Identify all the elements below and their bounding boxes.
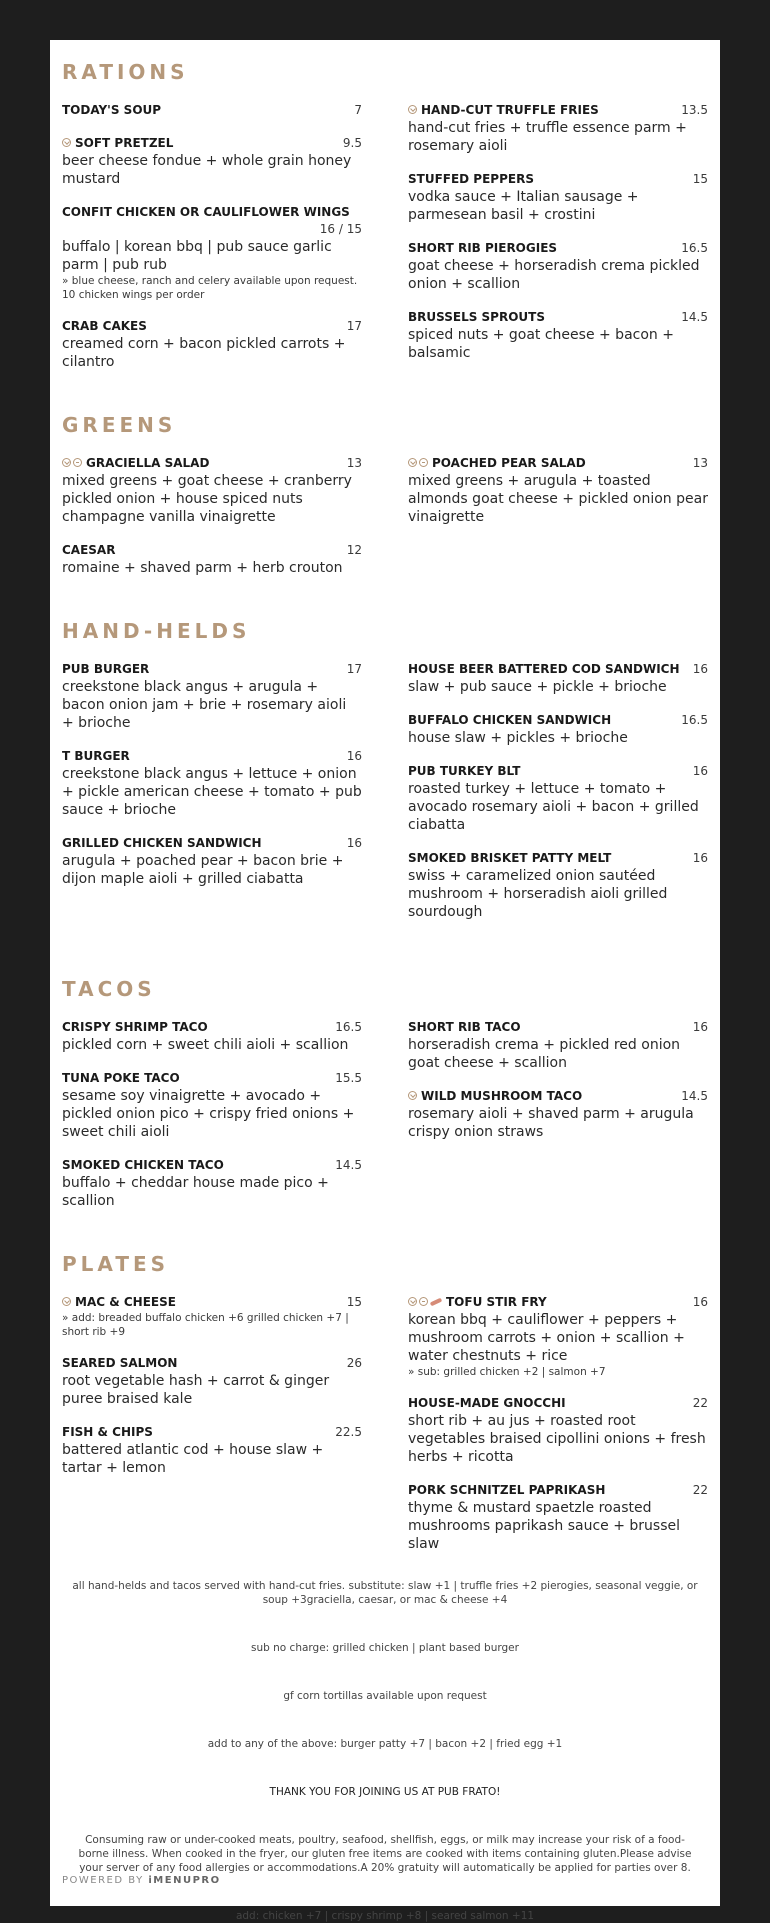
menu-item-description: beer cheese fondue + whole grain honey mustard xyxy=(62,153,352,187)
menu-item-name-text: CONFIT CHICKEN OR CAULIFLOWER WINGS xyxy=(62,205,350,219)
menu-item-name xyxy=(62,102,161,119)
menu-item-description: short rib + au jus + roasted root vegetables braised cipollini onions + fresh herbs + ricotta xyxy=(408,1413,706,1465)
menu-item xyxy=(408,102,708,155)
dietary-icons xyxy=(62,1294,73,1311)
menu-item xyxy=(62,748,362,819)
section-title: HAND-HELDS xyxy=(62,619,251,643)
menu-item-name-text: TOFU STIR FRY xyxy=(446,1295,547,1309)
menu-item-name xyxy=(62,1070,180,1087)
menu-item-price: 14.5 xyxy=(681,1089,708,1103)
menu-item xyxy=(62,1355,362,1408)
section-title: TACOS xyxy=(62,977,156,1001)
menu-item-header xyxy=(408,1395,708,1412)
menu-item-description: root vegetable hash + carrot & ginger puree braised kale xyxy=(62,1373,330,1407)
menu-item xyxy=(62,455,362,526)
column-right xyxy=(408,1294,708,1569)
column-left xyxy=(62,1019,362,1226)
menu-item xyxy=(408,309,708,362)
menu-item-description: mixed greens + goat cheese + cranberry pickled onion + house spiced nuts champagne vanilla vinaigrette xyxy=(62,473,352,525)
menu-item-price: 16 xyxy=(692,1020,708,1034)
menu-item-description: arugula + poached pear + bacon brie + dijon maple aioli + grilled ciabatta xyxy=(62,853,344,887)
column-left xyxy=(62,1294,362,1569)
powered-by xyxy=(62,1875,221,1886)
menu-item xyxy=(62,318,362,371)
menu-item-name-text: SMOKED CHICKEN TACO xyxy=(62,1158,224,1172)
menu-item-header xyxy=(408,712,708,729)
menu-item xyxy=(62,542,362,577)
menu-item-name-text: HAND-CUT TRUFFLE FRIES xyxy=(421,103,599,117)
menu-item-name xyxy=(408,1088,582,1105)
menu-item-header xyxy=(62,135,362,152)
menu-item-description: romaine + shaved parm + herb crouton xyxy=(62,560,343,576)
menu-item-header xyxy=(62,455,362,472)
menu-item-name-text: SHORT RIB TACO xyxy=(408,1020,521,1034)
menu-item-price: 17 xyxy=(346,319,362,333)
menu-item-description: slaw + pub sauce + pickle + brioche xyxy=(408,679,667,695)
menu-item-price: 16 xyxy=(346,836,362,850)
menu-item-name xyxy=(408,102,599,119)
menu-item xyxy=(62,204,362,302)
sides-note: all hand-helds and tacos served with hand-cut fries. substitute: slaw +1 | truffle fries +2 pierogies, seasonal veggie, or soup +3graciella, caesar, or mac & cheese +4 xyxy=(72,1580,698,1606)
menu-item-header xyxy=(62,1070,362,1087)
menu-item-name xyxy=(408,1019,521,1036)
menu-item-price: 7 xyxy=(354,103,362,117)
menu-item-header xyxy=(62,318,362,335)
spicy-icon xyxy=(430,1298,443,1307)
menu-item-header xyxy=(408,661,708,678)
menu-item-name-text: T BURGER xyxy=(62,749,130,763)
column-left xyxy=(62,455,362,593)
menu-item-price: 9.5 xyxy=(342,136,362,150)
menu-item-name xyxy=(62,835,262,852)
veg-icon xyxy=(408,1091,417,1100)
menu-item xyxy=(62,1294,362,1339)
menu-item-description: pickled corn + sweet chili aioli + scallion xyxy=(62,1037,349,1053)
menu-item-name-text: CAESAR xyxy=(62,543,116,557)
add-ons-note: add to any of the above: burger patty +7 | bacon +2 | fried egg +1 xyxy=(207,1738,563,1750)
menu-item-header xyxy=(62,1019,362,1036)
menu-item-name-text: GRACIELLA SALAD xyxy=(86,456,210,470)
menu-item xyxy=(62,1019,362,1054)
menu-item-price: 15 xyxy=(692,172,708,186)
menu-item-description: hand-cut fries + truffle essence parm + rosemary aioli xyxy=(408,120,687,154)
menu-item-price: 14.5 xyxy=(335,1158,362,1172)
menu-item-description: roasted turkey + lettuce + tomato + avocado rosemary aioli + bacon + grilled ciabatta xyxy=(408,781,699,833)
menu-item-header xyxy=(62,748,362,765)
menu-item-header xyxy=(62,204,362,221)
menu-item-name-text: SMOKED BRISKET PATTY MELT xyxy=(408,851,612,865)
menu-item-name-text: SEARED SALMON xyxy=(62,1356,178,1370)
menu-item xyxy=(62,135,362,188)
veg-icon xyxy=(408,1297,417,1306)
veg-icon xyxy=(62,458,71,467)
veg-icon xyxy=(62,1297,71,1306)
menu-item-header xyxy=(408,850,708,867)
menu-item-price: 14.5 xyxy=(681,310,708,324)
menu-item xyxy=(408,661,708,696)
menu-item-name xyxy=(62,1157,224,1174)
menu-item-name xyxy=(408,712,611,729)
menu-item-price: 16 xyxy=(692,662,708,676)
section-rations xyxy=(62,60,708,387)
menu-item-description: creekstone black angus + lettuce + onion + pickle american cheese + tomato + pub sauce + brioche xyxy=(62,766,362,818)
menu-item-name xyxy=(62,1355,177,1372)
section-title: PLATES xyxy=(62,1252,170,1276)
menu-item-name-text: GRILLED CHICKEN SANDWICH xyxy=(62,836,262,850)
column-right xyxy=(408,455,708,593)
menu-item-name-text: CRAB CAKES xyxy=(62,319,147,333)
menu-item-name-text: TUNA POKE TACO xyxy=(62,1071,180,1085)
menu-item xyxy=(408,455,708,526)
menu-item-price: 16.5 xyxy=(681,713,708,727)
menu-item-name xyxy=(408,309,545,326)
menu-item-name-text: FISH & CHIPS xyxy=(62,1425,153,1439)
menu-item-name-text: MAC & CHEESE xyxy=(75,1295,176,1309)
menu-item xyxy=(62,1070,362,1141)
menu-item xyxy=(408,240,708,293)
menu-item-header xyxy=(62,835,362,852)
menu-item-name-text: TODAY'S SOUP xyxy=(62,103,162,117)
menu-item-price: 13 xyxy=(346,456,362,470)
menu-item-price: 22 xyxy=(692,1483,708,1497)
menu-item xyxy=(408,1482,708,1553)
menu-item-name-text: HOUSE-MADE GNOCCHI xyxy=(408,1396,566,1410)
menu-item-price: 16.5 xyxy=(681,241,708,255)
menu-item-header xyxy=(408,309,708,326)
menu-item-name xyxy=(62,204,350,221)
menu-item-name xyxy=(408,240,557,257)
menu-item-price: 26 xyxy=(346,1356,362,1370)
menu-item-description: thyme & mustard spaetzle roasted mushrooms paprikash sauce + brussel slaw xyxy=(408,1500,680,1552)
menu-item-price: 16.5 xyxy=(335,1020,362,1034)
menu-item-name xyxy=(62,542,115,559)
gluten-free-icon xyxy=(419,458,428,467)
menu-item-name xyxy=(408,1482,605,1499)
column-right xyxy=(408,1019,708,1226)
menu-item-name xyxy=(408,1294,547,1311)
menu-item-name xyxy=(62,1294,176,1311)
menu-item-name xyxy=(62,661,149,678)
menu-item-description: creekstone black angus + arugula + bacon onion jam + brie + rosemary aioli + brioche xyxy=(62,679,347,731)
menu-item-header xyxy=(408,240,708,257)
menu-footer xyxy=(62,1579,708,1923)
dietary-icons xyxy=(62,135,73,152)
menu-page xyxy=(50,40,720,1922)
menu-item-header xyxy=(408,1019,708,1036)
menu-item-name-text: BRUSSELS SPROUTS xyxy=(408,310,545,324)
menu-item-name-text: SHORT RIB PIEROGIES xyxy=(408,241,558,255)
menu-item-description: battered atlantic cod + house slaw + tartar + lemon xyxy=(62,1442,324,1476)
menu-item-name xyxy=(408,763,520,780)
menu-item xyxy=(408,1088,708,1141)
menu-item xyxy=(408,850,708,921)
dietary-icons xyxy=(408,102,419,119)
dietary-icons xyxy=(62,455,84,472)
menu-item-header xyxy=(62,1294,362,1311)
sub-note: sub no charge: grilled chicken | plant based burger xyxy=(251,1642,519,1654)
menu-item-description: mixed greens + arugula + toasted almonds goat cheese + pickled onion pear vinaigrette xyxy=(408,473,708,525)
menu-item-name-text: HOUSE BEER BATTERED COD SANDWICH xyxy=(408,662,680,676)
menu-item-header xyxy=(408,1294,708,1311)
menu-item-price: 12 xyxy=(346,543,362,557)
menu-item-price: 22.5 xyxy=(335,1425,362,1439)
menu-item-name xyxy=(408,455,586,472)
menu-item-price: 22 xyxy=(692,1396,708,1410)
gluten-free-icon xyxy=(419,1297,428,1306)
column-right xyxy=(408,661,708,937)
section-tacos xyxy=(62,977,708,1226)
menu-item-name-text: PUB TURKEY BLT xyxy=(408,764,521,778)
menu-item-name xyxy=(62,135,173,152)
powered-by-label: POWERED BY xyxy=(62,1875,144,1886)
section-plates xyxy=(62,1252,708,1569)
thank-you-note: THANK YOU FOR JOINING US AT PUB FRATO! xyxy=(269,1786,501,1798)
menu-item-name-text: BUFFALO CHICKEN SANDWICH xyxy=(408,713,612,727)
menu-item-price: 15.5 xyxy=(335,1071,362,1085)
menu-item-name xyxy=(408,1395,566,1412)
menu-item-note: » add: breaded buffalo chicken +6 grilled chicken +7 | short rib +9 xyxy=(62,1312,349,1338)
menu-item xyxy=(62,661,362,732)
allergy-disclaimer: Consuming raw or under-cooked meats, poultry, seafood, shellfish, eggs, or milk may increase your risk of a food-borne illness. When cooked in the fryer, our gluten free items are cooked with items containing gluten.Please advise your server of any food allergies or accommodations.A 20% gratuity will automatically be applied for parties over 8. xyxy=(78,1834,692,1874)
protein-add-note: add: chicken +7 | crispy shrimp +8 | seared salmon +11 xyxy=(235,1910,535,1922)
dietary-icons xyxy=(408,1294,444,1311)
section-title: GREENS xyxy=(62,413,177,437)
menu-item-header xyxy=(62,661,362,678)
menu-item-description: swiss + caramelized onion sautéed mushroom + horseradish aioli grilled sourdough xyxy=(408,868,668,920)
menu-item-name-text: POACHED PEAR SALAD xyxy=(432,456,586,470)
menu-item-header xyxy=(62,542,362,559)
menu-item xyxy=(62,1157,362,1210)
menu-item-header xyxy=(62,1355,362,1372)
menu-item-header xyxy=(408,763,708,780)
menu-item xyxy=(408,1294,708,1379)
menu-item-price: 16 xyxy=(692,764,708,778)
menu-item-price: 17 xyxy=(346,662,362,676)
menu-item-description: goat cheese + horseradish crema pickled onion + scallion xyxy=(408,258,700,292)
menu-item-description: house slaw + pickles + brioche xyxy=(408,730,628,746)
menu-item-name-text: SOFT PRETZEL xyxy=(75,136,174,150)
menu-item-description: creamed corn + bacon pickled carrots + cilantro xyxy=(62,336,346,370)
tortilla-note: gf corn tortillas available upon request xyxy=(283,1690,487,1702)
menu-item-description: buffalo | korean bbq | pub sauce garlic parm | pub rub xyxy=(62,239,332,273)
menu-item-description: vodka sauce + Italian sausage + parmesean basil + crostini xyxy=(408,189,639,223)
menu-item-name xyxy=(62,318,147,335)
menu-item xyxy=(62,102,362,119)
menu-item-description: horseradish crema + pickled red onion goat cheese + scallion xyxy=(408,1037,681,1071)
dietary-icons xyxy=(408,455,430,472)
veg-icon xyxy=(62,138,71,147)
menu-item-name xyxy=(408,850,611,867)
menu-item-header xyxy=(408,102,708,119)
menu-item-description: korean bbq + cauliflower + peppers + mushroom carrots + onion + scallion + water chestnuts + rice xyxy=(408,1312,685,1364)
menu-item-header xyxy=(62,102,362,119)
column-left xyxy=(62,102,362,387)
veg-icon xyxy=(408,105,417,114)
menu-item-price: 16 xyxy=(692,1295,708,1309)
menu-item-header xyxy=(408,455,708,472)
menu-item-description: buffalo + cheddar house made pico + scallion xyxy=(62,1175,329,1209)
menu-item-price: 13 xyxy=(692,456,708,470)
menu-item-header xyxy=(408,1088,708,1105)
veg-icon xyxy=(408,458,417,467)
menu-item-header xyxy=(62,1157,362,1174)
section-title: RATIONS xyxy=(62,60,189,84)
menu-item xyxy=(408,171,708,224)
menu-item xyxy=(408,1019,708,1072)
menu-item-description: rosemary aioli + shaved parm + arugula crispy onion straws xyxy=(408,1106,694,1140)
menu-item-note: » blue cheese, ranch and celery available upon request. 10 chicken wings per order xyxy=(62,275,358,301)
menu-item-price: 16 / 15 xyxy=(319,222,362,236)
menu-item-price: 15 xyxy=(346,1295,362,1309)
menu-item-name-text: WILD MUSHROOM TACO xyxy=(421,1089,583,1103)
menu-item-name xyxy=(62,748,130,765)
menu-item-name-text: CRISPY SHRIMP TACO xyxy=(62,1020,208,1034)
gluten-free-icon xyxy=(73,458,82,467)
menu-item-note: » sub: grilled chicken +2 | salmon +7 xyxy=(408,1366,606,1378)
menu-item-name xyxy=(62,455,209,472)
menu-item-name xyxy=(408,661,680,678)
menu-item xyxy=(62,1424,362,1477)
menu-item-name-text: PORK SCHNITZEL PAPRIKASH xyxy=(408,1483,606,1497)
menu-item-name-text: PUB BURGER xyxy=(62,662,150,676)
menu-item-name xyxy=(62,1424,153,1441)
menu-item-description: sesame soy vinaigrette + avocado + pickled onion pico + crispy fried onions + sweet chili aioli xyxy=(62,1088,355,1140)
menu-item xyxy=(408,763,708,834)
imenupro-logo[interactable]: iMENUPRO xyxy=(148,1875,221,1886)
menu-item-price: 13.5 xyxy=(681,103,708,117)
menu-item xyxy=(408,712,708,747)
menu-item-price: 16 xyxy=(346,749,362,763)
menu-item xyxy=(408,1395,708,1466)
section-greens xyxy=(62,413,708,593)
menu-item-description: spiced nuts + goat cheese + bacon + balsamic xyxy=(408,327,674,361)
column-left xyxy=(62,661,362,937)
menu-item-name-text: STUFFED PEPPERS xyxy=(408,172,534,186)
menu-item-header xyxy=(408,1482,708,1499)
menu-item-header xyxy=(62,1424,362,1441)
menu-item xyxy=(62,835,362,888)
menu-item-name xyxy=(408,171,534,188)
menu-item-name xyxy=(62,1019,208,1036)
menu-item-header xyxy=(408,171,708,188)
column-right xyxy=(408,102,708,387)
dietary-icons xyxy=(408,1088,419,1105)
section-handhelds xyxy=(62,619,708,937)
menu-item-price: 16 xyxy=(692,851,708,865)
